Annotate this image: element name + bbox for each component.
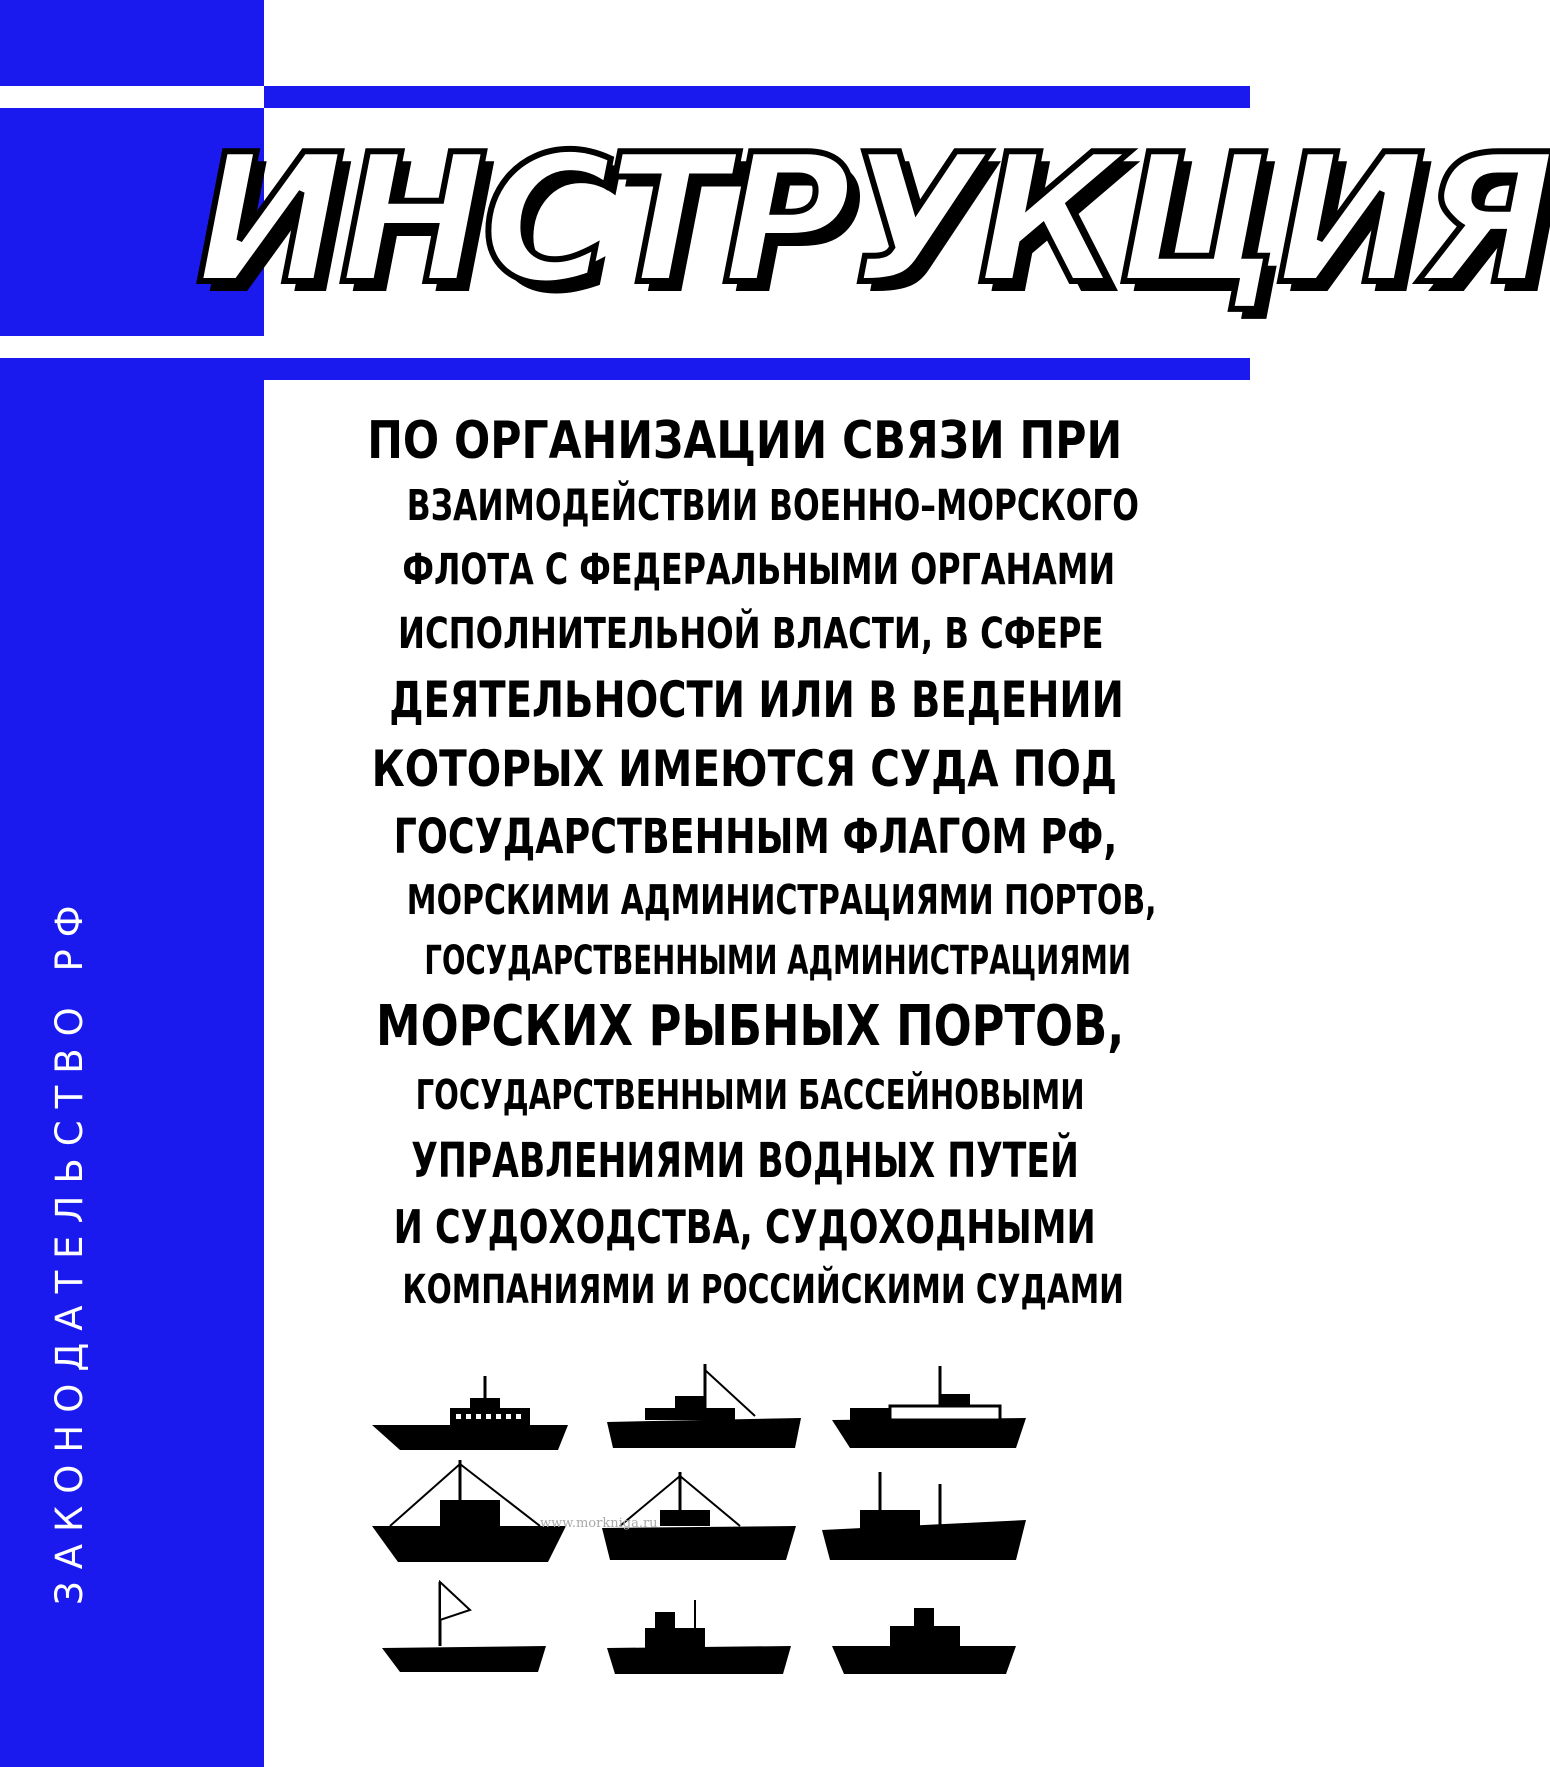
subtitle-line: КОТОРЫХ ИМЕЮТСЯ СУДА ПОД [371, 740, 1118, 798]
subtitle-line: КОМПАНИЯМИ И РОССИЙСКИМИ СУДАМИ [402, 1267, 1124, 1313]
spine-white-stripe [0, 86, 264, 108]
subtitle-line: И СУДОХОДСТВА, СУДОХОДНЫМИ [393, 1200, 1096, 1254]
subtitle-line: ДЕЯТЕЛЬНОСТИ ИЛИ В ВЕДЕНИИ [389, 671, 1124, 729]
watermark: www.morkniga.ru [540, 1516, 658, 1531]
cover-title: ИНСТРУКЦИЯ [196, 116, 1550, 323]
ship-icon [380, 1580, 550, 1680]
subtitle-line: ГОСУДАРСТВЕННЫМИ АДМИНИСТРАЦИЯМИ [424, 938, 1131, 984]
middle-blue-bar [264, 358, 1250, 380]
subtitle-line: МОРСКИХ РЫБНЫХ ПОРТОВ, [376, 994, 1125, 1059]
ship-icon [370, 1460, 570, 1570]
ship-icon [820, 1470, 1030, 1570]
subtitle-line: МОРСКИМИ АДМИНИСТРАЦИЯМИ ПОРТОВ, [406, 876, 1157, 924]
ship-icon [370, 1370, 570, 1460]
series-name: ЗАКОНОДАТЕЛЬСТВО РФ [48, 893, 91, 1605]
ship-icon [605, 1360, 805, 1460]
ship-icon [830, 1590, 1020, 1680]
spine-white-stripe [0, 336, 264, 358]
ship-icon [605, 1590, 795, 1680]
subtitle-line: ВЗАИМОДЕЙСТВИИ ВОЕННО–МОРСКОГО [406, 481, 1140, 531]
subtitle-line: ФЛОТА С ФЕДЕРАЛЬНЫМИ ОРГАНАМИ [402, 545, 1116, 595]
subtitle-line: УПРАВЛЕНИЯМИ ВОДНЫХ ПУТЕЙ [411, 1133, 1079, 1189]
subtitle-line: ИСПОЛНИТЕЛЬНОЙ ВЛАСТИ, В СФЕРЕ [398, 609, 1104, 659]
ship-icon [830, 1360, 1030, 1460]
subtitle-line: ГОСУДАРСТВЕННЫМИ БАССЕЙНОВЫМИ [415, 1071, 1085, 1119]
subtitle-line: ПО ОРГАНИЗАЦИИ СВЯЗИ ПРИ [367, 411, 1123, 471]
cover-subtitle [288, 408, 1168, 1320]
subtitle-line: ГОСУДАРСТВЕННЫМ ФЛАГОМ РФ, [393, 809, 1118, 865]
ship-illustrations [360, 1360, 1060, 1680]
top-blue-bar [264, 86, 1250, 108]
